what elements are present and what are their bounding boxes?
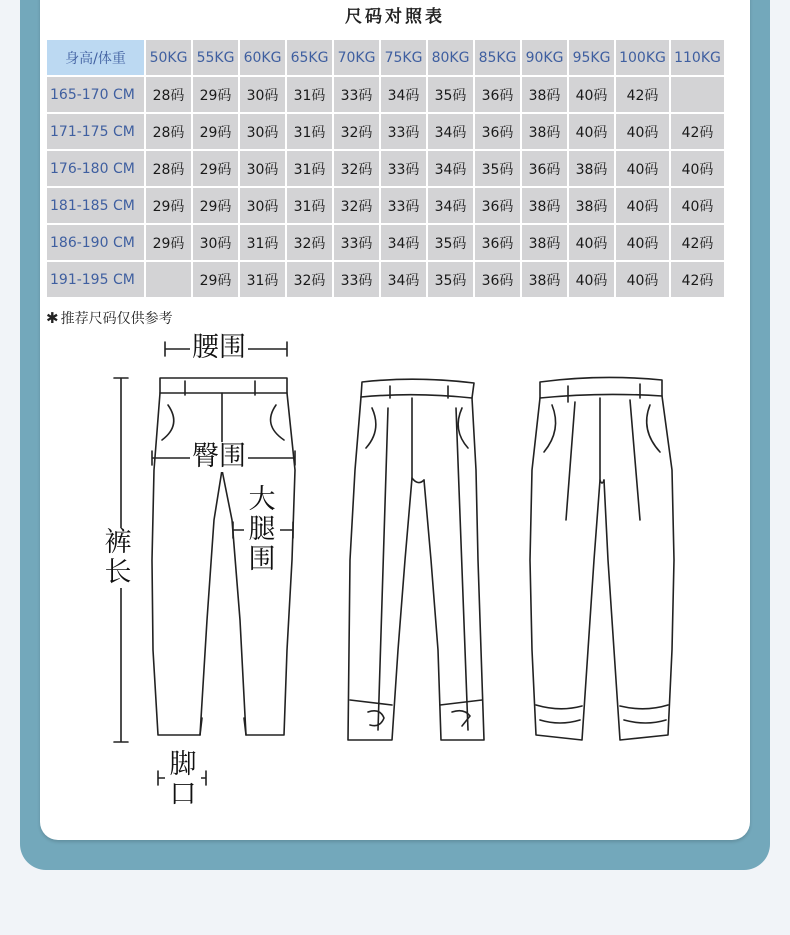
trousers-front-pleated bbox=[530, 377, 674, 740]
size-cell: 40码 bbox=[569, 225, 614, 260]
size-cell: 40码 bbox=[616, 151, 669, 186]
weight-header: 100KG bbox=[616, 40, 669, 75]
size-cell: 34码 bbox=[428, 188, 473, 223]
weight-header: 75KG bbox=[381, 40, 426, 75]
size-cell: 29码 bbox=[193, 262, 238, 297]
size-cell: 40码 bbox=[616, 114, 669, 149]
size-cell: 31码 bbox=[240, 225, 285, 260]
weight-header: 85KG bbox=[475, 40, 520, 75]
size-cell: 32码 bbox=[334, 114, 379, 149]
size-cell: 32码 bbox=[334, 151, 379, 186]
size-cell: 33码 bbox=[334, 225, 379, 260]
weight-header: 50KG bbox=[146, 40, 191, 75]
size-cell: 28码 bbox=[146, 77, 191, 112]
size-cell: 35码 bbox=[428, 77, 473, 112]
height-label: 191-195 CM bbox=[47, 262, 144, 297]
size-cell: 38码 bbox=[522, 262, 567, 297]
size-cell: 40码 bbox=[671, 188, 724, 223]
size-cell: 40码 bbox=[616, 262, 669, 297]
size-cell: 38码 bbox=[522, 77, 567, 112]
size-cell: 29码 bbox=[193, 151, 238, 186]
size-cell: 42码 bbox=[671, 114, 724, 149]
size-cell: 31码 bbox=[287, 151, 332, 186]
size-cell: 38码 bbox=[522, 225, 567, 260]
size-cell: 33码 bbox=[381, 114, 426, 149]
size-cell: 32码 bbox=[287, 225, 332, 260]
thigh-label: 大腿围 bbox=[244, 485, 280, 575]
size-cell: 34码 bbox=[381, 225, 426, 260]
weight-header: 80KG bbox=[428, 40, 473, 75]
size-cell: 31码 bbox=[287, 188, 332, 223]
size-cell: 31码 bbox=[287, 114, 332, 149]
size-cell: 40码 bbox=[569, 262, 614, 297]
weight-header: 70KG bbox=[334, 40, 379, 75]
weight-header: 65KG bbox=[287, 40, 332, 75]
weight-header: 90KG bbox=[522, 40, 567, 75]
corner-header: 身高/体重 bbox=[47, 40, 144, 75]
length-label: 裤长 bbox=[100, 528, 136, 588]
note-text: 推荐尺码仅供参考 bbox=[60, 311, 173, 327]
height-label: 165-170 CM bbox=[47, 77, 144, 112]
asterisk-icon: ✱ bbox=[46, 309, 59, 327]
page-title: 尺码对照表 bbox=[345, 7, 445, 27]
size-cell: 36码 bbox=[475, 262, 520, 297]
weight-header: 110KG bbox=[671, 40, 724, 75]
size-cell: 42码 bbox=[671, 225, 724, 260]
size-cell: 28码 bbox=[146, 114, 191, 149]
size-cell: 34码 bbox=[381, 77, 426, 112]
size-cell: 33码 bbox=[334, 262, 379, 297]
size-cell: 29码 bbox=[146, 188, 191, 223]
hip-label: 臀围 bbox=[192, 441, 246, 472]
size-cell: 38码 bbox=[522, 114, 567, 149]
weight-header: 55KG bbox=[193, 40, 238, 75]
size-cell: 36码 bbox=[475, 77, 520, 112]
size-cell: 35码 bbox=[475, 151, 520, 186]
size-cell: 42码 bbox=[616, 77, 669, 112]
size-cell: 32码 bbox=[334, 188, 379, 223]
height-label: 186-190 CM bbox=[47, 225, 144, 260]
size-cell: 29码 bbox=[193, 188, 238, 223]
height-label: 176-180 CM bbox=[47, 151, 144, 186]
size-cell: 29码 bbox=[146, 225, 191, 260]
size-cell: 38码 bbox=[522, 188, 567, 223]
trousers-front-plain bbox=[348, 379, 484, 740]
size-cell: 29码 bbox=[193, 114, 238, 149]
size-cell: 36码 bbox=[475, 225, 520, 260]
size-cell: 30码 bbox=[240, 114, 285, 149]
size-cell: 30码 bbox=[240, 151, 285, 186]
size-cell: 40码 bbox=[616, 225, 669, 260]
size-cell: 30码 bbox=[240, 188, 285, 223]
height-label: 171-175 CM bbox=[47, 114, 144, 149]
size-cell: 34码 bbox=[428, 151, 473, 186]
size-cell: 29码 bbox=[193, 77, 238, 112]
size-cell: 36码 bbox=[475, 188, 520, 223]
weight-header: 60KG bbox=[240, 40, 285, 75]
size-cell: 34码 bbox=[381, 262, 426, 297]
size-cell: 30码 bbox=[193, 225, 238, 260]
waist-label: 腰围 bbox=[192, 332, 246, 363]
size-cell: 40码 bbox=[671, 151, 724, 186]
size-cell: 42码 bbox=[671, 262, 724, 297]
size-cell: 33码 bbox=[381, 151, 426, 186]
size-cell: 34码 bbox=[428, 114, 473, 149]
size-cell: 38码 bbox=[569, 151, 614, 186]
hem-label: 脚口 bbox=[165, 750, 201, 810]
size-cell: 40码 bbox=[569, 114, 614, 149]
height-label: 181-185 CM bbox=[47, 188, 144, 223]
size-cell: 35码 bbox=[428, 225, 473, 260]
size-cell: 31码 bbox=[240, 262, 285, 297]
size-cell: 36码 bbox=[522, 151, 567, 186]
size-cell: 40码 bbox=[569, 77, 614, 112]
size-cell: 32码 bbox=[287, 262, 332, 297]
size-cell: 38码 bbox=[569, 188, 614, 223]
size-cell: 33码 bbox=[381, 188, 426, 223]
size-cell: 35码 bbox=[428, 262, 473, 297]
size-cell: 30码 bbox=[240, 77, 285, 112]
weight-header: 95KG bbox=[569, 40, 614, 75]
size-cell: 33码 bbox=[334, 77, 379, 112]
size-cell: 40码 bbox=[616, 188, 669, 223]
size-cell: 28码 bbox=[146, 151, 191, 186]
size-cell: 36码 bbox=[475, 114, 520, 149]
size-cell: 31码 bbox=[287, 77, 332, 112]
